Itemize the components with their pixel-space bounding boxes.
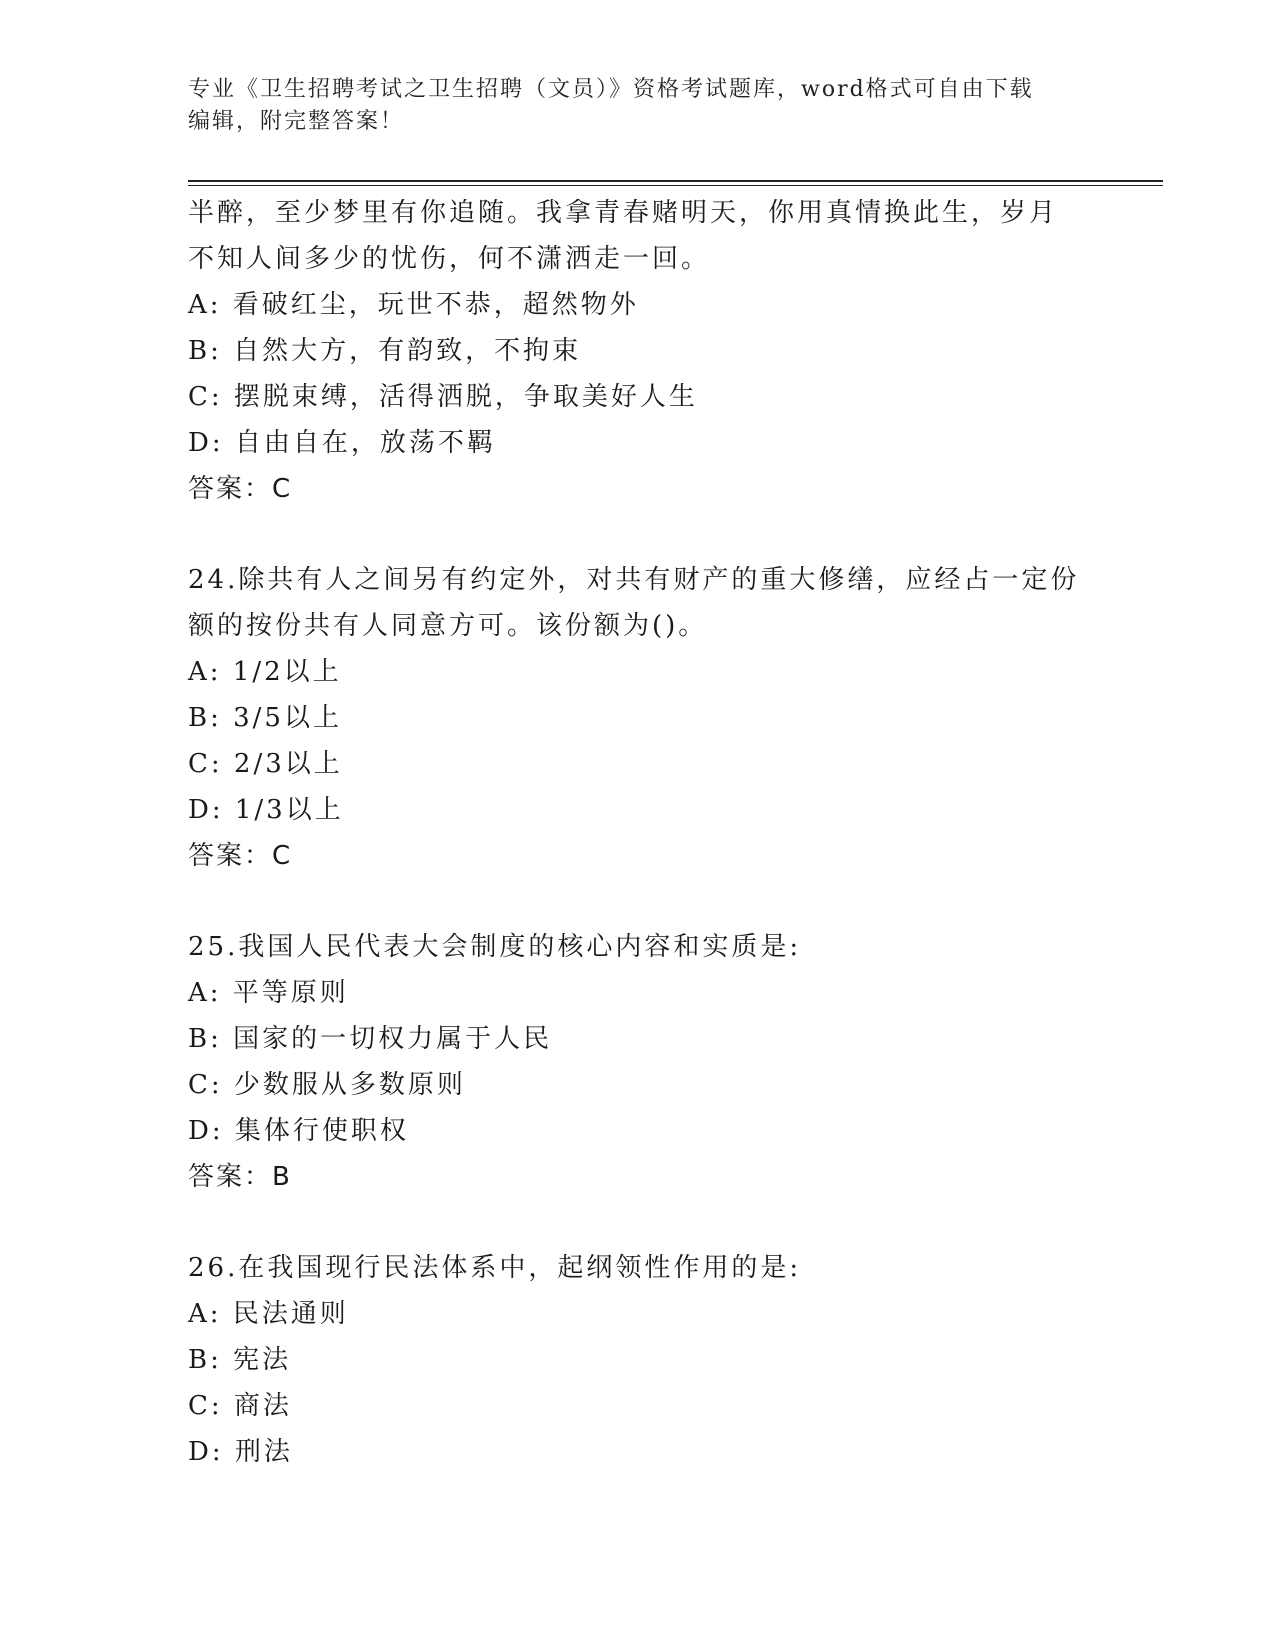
header-divider-thin bbox=[188, 185, 1163, 186]
option-c: C: 少数服从多数原则 bbox=[188, 1070, 466, 1100]
question-list bbox=[188, 190, 1088, 1475]
question-text: 额的按份共有人同意方可。该份额为()。 bbox=[188, 611, 708, 641]
option-a: A: 1/2以上 bbox=[188, 657, 342, 687]
header-divider-thick bbox=[188, 180, 1163, 182]
option-d: D: 刑法 bbox=[188, 1437, 293, 1467]
option-a: A: 看破红尘，玩世不恭，超然物外 bbox=[188, 290, 639, 320]
option-c: C: 商法 bbox=[188, 1391, 292, 1421]
answer: 答案：B bbox=[188, 1162, 292, 1192]
question-text: 25.我国人民代表大会制度的核心内容和实质是: bbox=[188, 932, 802, 962]
option-b: B: 3/5以上 bbox=[188, 703, 342, 733]
document-header bbox=[188, 74, 1068, 138]
option-d: D: 自由自在，放荡不羁 bbox=[188, 428, 496, 458]
question-23 bbox=[188, 190, 1088, 512]
option-b: B: 自然大方，有韵致，不拘束 bbox=[188, 336, 582, 366]
question-text: 不知人间多少的忧伤，何不潇洒走一回。 bbox=[188, 244, 711, 274]
option-c: C: 2/3以上 bbox=[188, 749, 343, 779]
question-text: 26.在我国现行民法体系中，起纲领性作用的是: bbox=[188, 1253, 802, 1283]
answer: 答案：C bbox=[188, 841, 293, 871]
option-d: D: 1/3以上 bbox=[188, 795, 344, 825]
question-24 bbox=[188, 557, 1088, 879]
option-a: A: 平等原则 bbox=[188, 978, 349, 1008]
header-line-1: 专业《卫生招聘考试之卫生招聘（文员）》资格考试题库，word格式可自由下载 bbox=[188, 77, 1034, 102]
question-25 bbox=[188, 924, 1088, 1200]
option-b: B: 国家的一切权力属于人民 bbox=[188, 1024, 553, 1054]
question-26 bbox=[188, 1245, 1088, 1475]
option-c: C: 摆脱束缚，活得洒脱，争取美好人生 bbox=[188, 382, 698, 412]
question-text: 半醉，至少梦里有你追随。我拿青春赌明天，你用真情换此生，岁月 bbox=[188, 198, 1059, 228]
option-b: B: 宪法 bbox=[188, 1345, 292, 1375]
question-text: 24.除共有人之间另有约定外，对共有财产的重大修缮，应经占一定份 bbox=[188, 565, 1080, 595]
option-d: D: 集体行使职权 bbox=[188, 1116, 409, 1146]
answer: 答案：C bbox=[188, 474, 293, 504]
header-line-2: 编辑，附完整答案！ bbox=[188, 109, 405, 134]
option-a: A: 民法通则 bbox=[188, 1299, 349, 1329]
